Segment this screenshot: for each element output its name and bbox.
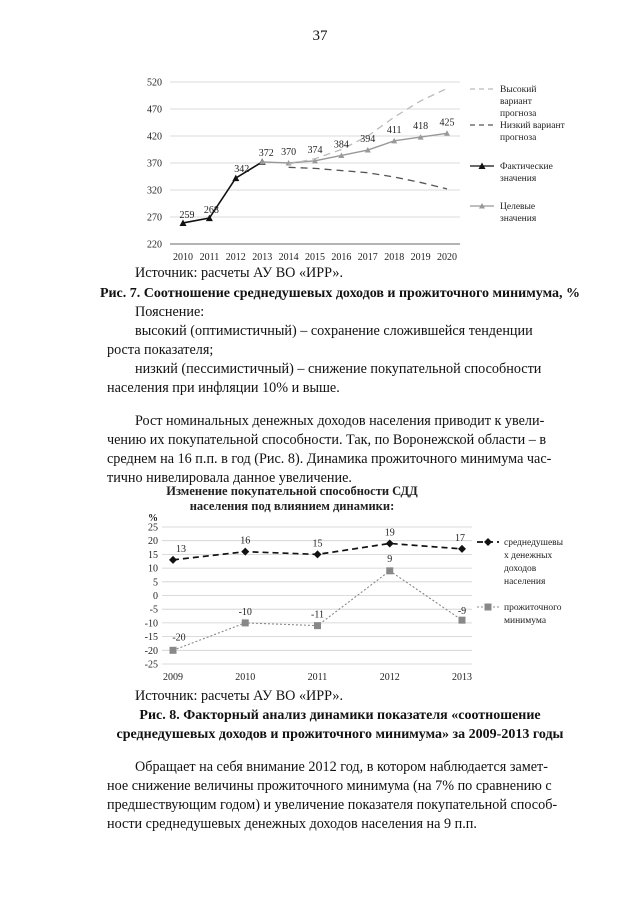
data-label: 425 [439, 117, 455, 129]
x-tick-label: 2011 [307, 672, 328, 683]
y-tick-label: -5 [149, 604, 158, 616]
legend-label-income: х денежных [504, 551, 553, 561]
x-tick-label: 2013 [252, 252, 273, 263]
legend-label-low: Низкий вариант [500, 121, 565, 131]
explanation-low-line1: низкий (пессимистичный) – снижение покупательной способности [135, 361, 542, 377]
paragraph1-line1: Рост номинальных денежных доходов населения приводит к увели- [135, 413, 545, 429]
data-label: 384 [333, 139, 349, 151]
legend-label-target: Целевые [500, 202, 536, 212]
y-tick-label: 0 [153, 591, 158, 602]
y-tick-label: 25 [148, 522, 158, 534]
chart-purchasing-power-title [166, 484, 418, 513]
page-number: 37 [312, 28, 328, 44]
legend-marker-income [484, 538, 492, 546]
legend-label-income: населения [504, 577, 546, 587]
legend-label-high: прогноза [500, 109, 537, 119]
paragraph2-line1: Обращает на себя внимание 2012 год, в котором наблюдается замет- [135, 759, 548, 775]
paragraph1-line2: чению их покупательной способности. Так, по Воронежской области – в [107, 432, 547, 448]
y-tick-label: 220 [147, 239, 162, 251]
data-label: 418 [413, 121, 429, 133]
y-axis-unit: % [148, 513, 158, 524]
chart-title-line2: населения под влиянием динамики: [189, 499, 395, 513]
x-tick-label: 2012 [379, 672, 400, 683]
x-tick-label: 2015 [305, 252, 325, 263]
y-tick-label: 270 [147, 212, 162, 224]
chart-purchasing-power-y-ticks [145, 513, 158, 671]
figure8-caption-line2: среднедушевых доходов и прожиточного минимума» за 2009-2013 годы [116, 727, 564, 742]
data-label: 17 [455, 532, 465, 544]
paragraph2-line4: ности среднедушевых денежных доходов населения на 9 п.п. [107, 816, 477, 832]
chart-forecast [120, 72, 580, 272]
chart-title-line1: Изменение покупательной способности СДД [166, 484, 418, 498]
x-tick-label: 2012 [225, 252, 246, 263]
legend-label-actual: значения [500, 174, 537, 184]
data-label: -11 [311, 609, 324, 621]
y-tick-label: 320 [147, 185, 162, 197]
series-marker-1 [314, 622, 321, 629]
x-tick-label: 2009 [163, 672, 183, 683]
data-label: 15 [312, 538, 323, 550]
legend-label-high: Высокий [500, 85, 537, 95]
explanation-low-line2: населения при инфляции 10% и выше. [107, 380, 340, 396]
chart-forecast-y-ticks [147, 78, 162, 251]
legend-label-minimum: минимума [504, 616, 547, 626]
legend-label-income: доходов [504, 564, 537, 574]
x-tick-label: 2017 [357, 252, 378, 263]
series-line-0 [183, 162, 262, 223]
series-marker-1 [170, 647, 177, 654]
x-tick-label: 2016 [331, 252, 352, 263]
paragraph2-line2: ное снижение величины прожиточного минимума (на 7% по сравнению с [107, 778, 552, 794]
data-label: 19 [384, 527, 395, 539]
data-label: 9 [387, 553, 393, 565]
series-marker-0 [458, 545, 466, 553]
legend-label-low: прогноза [500, 133, 537, 143]
y-tick-label: -20 [144, 645, 158, 657]
x-tick-label: 2018 [384, 252, 405, 263]
series-marker-1 [242, 619, 249, 626]
x-tick-label: 2014 [278, 252, 299, 263]
y-tick-label: -15 [144, 632, 158, 644]
series-marker-0 [232, 175, 239, 182]
legend-label-high: вариант [500, 97, 532, 107]
x-tick-label: 2010 [173, 252, 193, 263]
data-label: 372 [258, 147, 274, 159]
data-label: -9 [457, 606, 467, 618]
x-tick-label: 2019 [410, 252, 431, 263]
series-marker-1 [459, 617, 466, 624]
data-label: 13 [176, 543, 186, 555]
explanation-high-line2: роста показателя; [107, 342, 214, 358]
figure7-caption: Рис. 7. Соотношение среднедушевых доходов и прожиточного минимума, % [99, 286, 581, 301]
data-label: 259 [179, 209, 195, 221]
paragraph1-line4: тично нивелировала данное увеличение. [107, 470, 352, 486]
x-tick-label: 2011 [199, 252, 220, 263]
y-tick-label: 20 [148, 536, 158, 548]
figure8-source: Источник: расчеты АУ ВО «ИРР». [135, 688, 344, 704]
data-label: 411 [386, 124, 402, 136]
legend-label-target: значения [500, 214, 537, 224]
paragraph1-line3: среднем на 16 п.п. в год (Рис. 8). Динамика прожиточного минимума час- [107, 451, 552, 467]
series-marker-0 [314, 550, 322, 558]
data-label: 374 [307, 144, 323, 156]
y-tick-label: 470 [147, 104, 162, 116]
y-tick-label: 420 [147, 131, 162, 143]
data-label: -10 [238, 606, 252, 618]
y-tick-label: 520 [147, 77, 162, 89]
y-tick-label: -25 [144, 659, 158, 671]
series-line-3 [289, 167, 447, 189]
x-tick-label: 2020 [437, 252, 457, 263]
legend-label-minimum: прожиточного [504, 603, 562, 613]
chart-purchasing-power [110, 482, 590, 692]
paragraph2-line3: предшествующим годом) и увеличение показателя покупательной способ- [107, 797, 558, 813]
chart-purchasing-power-x-ticks [163, 672, 472, 683]
legend-label-income: среднедушевы [504, 538, 564, 548]
chart-forecast-legend [470, 84, 566, 224]
figure8-caption-line1: Рис. 8. Факторный анализ динамики показателя «соотношение [139, 708, 541, 723]
y-tick-label: -10 [144, 618, 158, 630]
y-tick-label: 5 [153, 577, 158, 589]
data-label: 16 [240, 535, 251, 547]
x-tick-label: 2010 [235, 672, 256, 683]
explanation-high-line1: высокий (оптимистичный) – сохранение сложившейся тенденции [135, 323, 533, 339]
y-tick-label: 10 [148, 563, 158, 575]
chart-purchasing-power-legend [477, 538, 564, 626]
data-label: -20 [172, 632, 186, 644]
x-tick-label: 2013 [452, 672, 472, 683]
data-label: 268 [203, 205, 219, 217]
series-marker-1 [386, 567, 393, 574]
y-tick-label: 370 [147, 158, 162, 170]
data-label: 370 [281, 147, 297, 158]
legend-marker-minimum [485, 604, 492, 611]
data-label: 342 [234, 164, 250, 176]
legend-label-actual: Фактические [500, 162, 553, 172]
data-label: 394 [360, 134, 376, 146]
chart-forecast-x-ticks [173, 252, 457, 263]
y-tick-label: 15 [148, 549, 158, 561]
figure7-source: Источник: расчеты АУ ВО «ИРР». [135, 265, 344, 281]
explanation-title: Пояснение: [135, 304, 205, 320]
series-marker-0 [169, 556, 177, 564]
